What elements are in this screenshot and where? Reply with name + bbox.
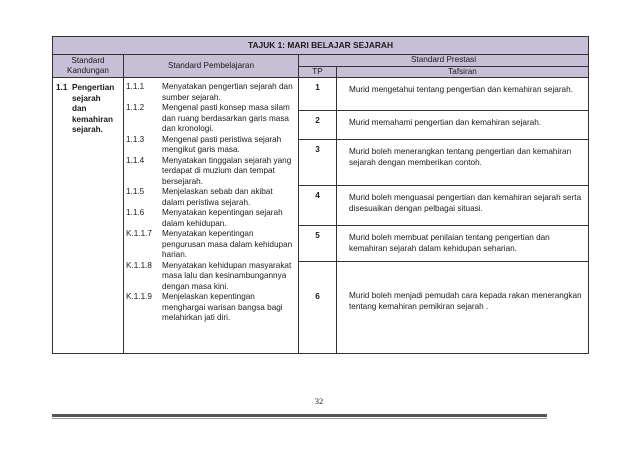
header-standard-kandungan: Standard Kandungan	[53, 55, 124, 78]
tafsiran-text: Murid boleh menguasai pengertian dan kemahiran sejarah serta disesuaikan dengan pelbagai situasi.	[337, 186, 589, 226]
learning-standard	[126, 208, 296, 229]
learning-standard	[126, 261, 296, 293]
learning-standard	[126, 103, 296, 135]
standard-text: Menyatakan kepentingan pengurusan masa dalam kehidupan harian.	[162, 229, 293, 259]
standard-text: Menyatakan pengertian sejarah dan sumber sejarah.	[162, 82, 293, 102]
standard-text: Menjelaskan sebab dan akibat dalam peristiwa sejarah.	[162, 187, 273, 207]
footer-rule	[52, 414, 547, 417]
kandungan-line: sejarah.	[72, 125, 103, 134]
table-title: TAJUK 1: MARI BELAJAR SEJARAH	[53, 37, 589, 55]
header-standard-pembelajaran: Standard Pembelajaran	[124, 55, 299, 78]
page-number: 32	[314, 396, 324, 406]
standard-text: Menyatakan tinggalan sejarah yang terdapat di muzium dan tempat bersejarah.	[162, 155, 292, 186]
learning-standard	[126, 229, 296, 261]
kandungan-line: dan	[72, 104, 87, 113]
standard-text: Menyatakan kepentingan sejarah dalam kehidupan.	[162, 208, 283, 228]
kandungan-text	[72, 83, 120, 136]
tp-level: 3	[299, 140, 337, 186]
tafsiran-text: Murid boleh membuat penilaian tentang pengertian dan kemahiran sejarah dalam kehidupan seharian.	[337, 226, 589, 262]
header-standard-prestasi: Standard Prestasi	[299, 55, 589, 67]
footer-rule-thin	[52, 418, 547, 419]
standard-code: 1.1.4	[126, 155, 145, 165]
tp-level: 6	[299, 262, 337, 354]
tp-level: 4	[299, 186, 337, 226]
tafsiran-text: Murid boleh menjadi pemudah cara kepada rakan menerangkan tentang kemahiran pemikiran sejarah .	[337, 262, 589, 354]
tafsiran-text: Murid boleh menerangkan tentang pengertian dan kemahiran sejarah dengan memberikan contoh.	[337, 140, 589, 186]
learning-standard	[126, 82, 296, 103]
tafsiran-text: Murid mengetahui tentang pengertian dan kemahiran sejarah.	[337, 78, 589, 111]
standard-kandungan-cell	[53, 78, 124, 354]
learning-standard	[126, 156, 296, 188]
header-tafsiran: Tafsiran	[337, 66, 589, 78]
curriculum-table	[52, 36, 589, 354]
standard-code: K.1.1.9	[126, 292, 152, 301]
standard-code: K.1.1.7	[126, 229, 152, 238]
standard-code: 1.1.2	[126, 103, 145, 112]
learning-standard	[126, 187, 296, 208]
kandungan-line: kemahiran	[72, 114, 113, 124]
header-tp: TP	[299, 66, 337, 78]
standard-code: K.1.1.8	[126, 260, 152, 270]
tp-level: 1	[299, 78, 337, 111]
tafsiran-text: Murid memahami pengertian dan kemahiran sejarah.	[337, 111, 589, 140]
kandungan-line: sejarah	[72, 93, 101, 103]
standard-text: Mengenal pasti peristiwa sejarah mengikut garis masa.	[162, 134, 282, 154]
kandungan-line: Pengertian	[72, 83, 115, 92]
kandungan-number: 1.1	[56, 83, 68, 92]
standard-code: 1.1.6	[126, 208, 145, 217]
standard-text: Menyatakan kehidupan masyarakat masa lalu dan kesinambungannya dengan masa kini.	[162, 260, 292, 291]
tp-level: 5	[299, 226, 337, 262]
standard-text: Menjelaskan kepentingan menghargai warisan bangsa bagi melahirkan jati diri.	[162, 292, 283, 322]
learning-standard	[126, 135, 296, 156]
standard-code: 1.1.3	[126, 134, 145, 144]
standard-pembelajaran-cell	[124, 78, 299, 354]
tp-level: 2	[299, 111, 337, 140]
learning-standard	[126, 292, 296, 324]
standard-text: Mengenal pasti konsep masa silam dan ruang berdasarkan garis masa dan kronologi.	[162, 103, 290, 133]
standard-code: 1.1.1	[126, 82, 145, 91]
standard-code: 1.1.5	[126, 187, 145, 196]
